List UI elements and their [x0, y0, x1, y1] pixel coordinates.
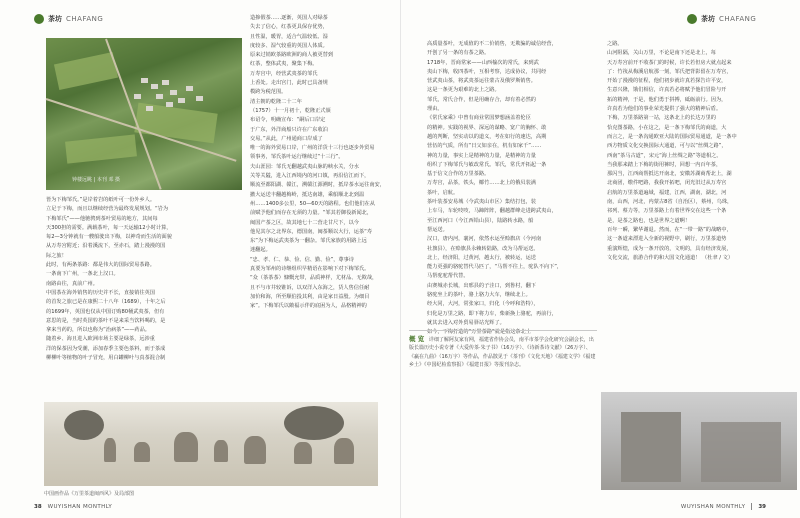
- text-line: 此时，有两条茶路：都是伟大的国际贸易茶路。: [46, 262, 155, 269]
- text-line: 万寿宫中，经营武夷茶的邹氏: [250, 70, 318, 77]
- section-title-en: CHAFANG: [719, 15, 757, 23]
- text-line: （1757）十一月初十，乾隆正式颁: [250, 107, 331, 114]
- text-line: 拿来当药的，所以也称为“治病茶”——药品。: [46, 327, 150, 334]
- aerial-village-photo: [46, 38, 242, 190]
- text-line: 万寿宫，品茶，铁头，椰竹……北上的俄贝装满: [427, 180, 536, 187]
- text-line: 骆驼坐上的茶叶，骆上骆力大车，继续北上。: [427, 292, 531, 299]
- footer-divider: [751, 503, 752, 510]
- text-line: 立足于下梅，而且以继续经营为最终发展规划。“岩为: [46, 206, 169, 213]
- text-line: 马帮驼驼帮代替。: [427, 273, 469, 280]
- text-line: 拓的精神，于是，他们勇于拼搏，砥砺前行。因为，: [607, 96, 727, 103]
- text-line: “众（茶茶茶）慷慨允带，品质神样，尤材品、无欺哉，: [250, 275, 378, 282]
- text-line: 上车马，车轮吱吱，马蹄阵阵，翻越群峰走进跨武夷山，: [427, 208, 557, 215]
- left-footer: [34, 504, 112, 510]
- old-gate-photo: [601, 392, 797, 490]
- text-line: 每2—3分钟就有一艘船驶出下梅，以神奇而生活的面貌: [46, 234, 172, 241]
- text-line: 高质量茶叶，无成值的不二价销售，无欺骗的诚信经营，: [427, 41, 557, 47]
- text-line: 文化交流，旅游合作的和大国文化通道！ （杜聿 / 文）: [607, 254, 734, 261]
- tea-road-painting-photo: [44, 402, 378, 486]
- text-line: 《常氏家乘》中曾有商业常国梦想涵盖着伦臣: [427, 115, 531, 122]
- text-line: 交易。”从此，广州通商口岸成了: [250, 135, 323, 142]
- text-line: 帮运送。: [427, 226, 448, 233]
- text-line: 夫山涯园：邹氏无翻越武夷山脉的峡水关，分水: [250, 163, 359, 170]
- section-title-en: CHAFANG: [66, 15, 104, 23]
- text-line: 北商团，缴件吧路，我我开拓吧，闭光旧过从万寿宫: [607, 180, 727, 187]
- text-line: 营伍的气质，所有“日父如亲在，机有如家千”……: [427, 143, 542, 150]
- text-line: 红茶，整体武夷，聚集下梅。: [250, 61, 318, 68]
- text-line: 开始了漫漫的征程，他们初步就许真若探告许平安，: [607, 78, 727, 85]
- text-line: 夷山下梅，收四茶叶，互相考察，达成协议，共同经: [427, 68, 547, 75]
- text-line: 恰克图茶路，小在这之，是一条下梅邹氏的商道，大: [607, 124, 727, 131]
- text-line: 洋的保茶因为受潮，添加春季主要色茶料，而于茶成: [46, 345, 166, 352]
- text-line: 营武夷山茶，将武夷茶运往蒙古及俄罗斯销售。: [427, 78, 536, 85]
- text-line: 皆为下梅邹氏。”是岸着岩的纸叶可一份外乡人。: [46, 197, 156, 203]
- section-header-right: [687, 14, 756, 24]
- profile-text: 详细了解阿友家有网，福建省作协会员，南平市茶学会化研究会副会长，出版长篇历史小说专著《大爱传茶·朱子书》（16万字）、《诗新茶诗文献》（26万字）、《赢在九曲》（16万字）等作品，作品散见于《茶刊》《文化天地》《福建文学》《福建乡土》《中国纪检监察报》《福建日报》等报刊杂志。: [409, 337, 596, 369]
- text-line: 北上，经济阳，过黄河，越太行，被转运，运送: [427, 254, 536, 261]
- text-line: 由赛城赤长城，出邢县的子洼口，到鲁村，翻下: [427, 282, 536, 289]
- text-line: 至江西河口（今江西铅山县），陆路转水路，船: [427, 217, 534, 224]
- text-line: 前赋予他们而存在无须的力量。“邹其若御役新闻北，: [250, 210, 373, 217]
- text-line: 之路。: [607, 41, 623, 47]
- text-line: 他见其尔之北界东，德国南，闽茶顺以大行，运茶“寿: [250, 228, 373, 235]
- text-line: 家”。下梅邹氏以敞福示伴的底困为人，品格精神的: [250, 303, 367, 310]
- text-line: 际之旅！: [46, 252, 67, 259]
- text-line: 且不与市井较锥诉，以双洋入东海之，货人售信任耐: [250, 284, 370, 291]
- text-line: 社旗县），在赊旗县永赖转陆路，改为马帮运送。: [427, 245, 539, 252]
- text-line: 模跨为税范围。: [250, 89, 287, 96]
- text-line: 生意兴隆，饿们相信，许真若必将赋予他们冒险与开: [607, 87, 727, 94]
- text-line: 关等关隘，进入江西境内的河口镇，再沿信江而下，: [250, 173, 370, 180]
- text-line: 汉口，唐内河，襄河，依然水运至赊旗店（今河南: [427, 236, 542, 243]
- text-line: 了：竹筏从梅溪启航那一刻，邹氏把背影留在万寿宫，: [607, 68, 732, 75]
- text-line: 开创了另一条的有茶之路。: [427, 50, 490, 57]
- text-line: “忠、孝、仁、恭、俭、信、勤、俭”，尊事诗: [250, 256, 354, 263]
- text-line: 闽国产茶之区，故其地七十二营走甘尺下，以今: [250, 219, 359, 226]
- text-line: 经大同，大河，常张家口，归化（今呼和浩特），: [427, 301, 539, 308]
- painting-caption: 中国画作品《万里茶道闽西风》及局部图: [44, 491, 135, 497]
- text-line: 失去了信心，红茶更具保存优势，: [250, 24, 328, 31]
- text-line: 领事务，邹氏茶叶运行继续过“十三行”。: [250, 154, 344, 161]
- text-line: 造掺假茶……逐渐，英国人对绿茶: [250, 15, 328, 21]
- text-line: 原来过销欧茶路欧洲的商人被更替到: [250, 52, 334, 59]
- text-line: 布诏令，明确宣布：“嗣后口岸定: [250, 117, 326, 124]
- text-line: 归化是万里之路，即下将力车，柴新换上骆驼，再前行，: [427, 310, 557, 317]
- text-line: 中国茶在海外销售的历史并不长，直接销往英国: [46, 289, 155, 296]
- page-number-right: 39: [758, 503, 766, 510]
- section-header-left: [34, 14, 103, 24]
- publication-name-right: WUYISHAN MONTHLY: [680, 503, 746, 510]
- text-line: 当我那来踏上下梅的街用裤时，回想一内百年茶，: [607, 161, 722, 168]
- text-line: 越的判断，坚实动以的道义，考在如行的速达，高期: [427, 133, 547, 140]
- text-line: 上香处。走出宫门，此时已具备规: [250, 80, 328, 87]
- text-line: 从万寿宫附近；沿着溪流下，至赤石，踏上漫漫的国: [46, 243, 166, 250]
- text-line: 就其去进入对外贸易驿站光辉了。: [427, 319, 505, 326]
- text-line: 能力更强的骆驼替代马匹了，“马帮不往上，驼队不向下”，: [427, 264, 563, 271]
- text-line: 许真若为他们的事业荣光提供了强大的精神后盾。: [607, 106, 722, 113]
- author-profile-box: [409, 330, 597, 370]
- text-line: 那闪当，江西商帮抵达开南北，安徽苏湖商帮北上，湖: [607, 171, 732, 178]
- section-title-cn: 茶坊: [48, 15, 62, 23]
- text-line: 而言之，是一条沟通欧亚大陆的国际贸易通道，是一条中: [607, 133, 737, 140]
- profile-label: 概 览: [409, 335, 425, 343]
- text-line: 于广东，外洋商船只许在广东收泊: [250, 126, 328, 133]
- text-line: 天300担的需要。满载茶叶，每一天运输12小时计算，: [46, 224, 172, 231]
- text-line: 茶叶装茶安易城（今武夷山市区）集结打包，装: [427, 199, 536, 206]
- text-line: 东”为下梅运武夷茶为一翻杂。邹氏家族的用路上远: [250, 238, 367, 245]
- text-line: 理由。: [427, 106, 443, 113]
- text-line: 南路由往，真前广州。: [46, 280, 98, 287]
- text-line: 下梅，万里茶路第一站，这条北上的长达万里的: [607, 115, 716, 122]
- left-column-1: [46, 196, 242, 400]
- publication-name-left: WUYISHAN MONTHLY: [47, 504, 113, 510]
- text-line: 山河阻隔，关山万里，不论是南下还是北上，每: [607, 50, 716, 57]
- text-line: 顺流至都阳湖、赣江，溯赣江源溯时，抵岸茶水运往南安，: [250, 182, 385, 189]
- right-column-1: [427, 40, 599, 336]
- text-line: 神的力量，事实上是精神的力量，是精神的力量: [427, 152, 536, 159]
- text-line: 组织了下梅邹氏与敏改常氏。邹氏，常氏开拓起一条: [427, 161, 547, 168]
- text-line: 下梅邹氏”——他驰骋到茶叶贸易的地方，其间每: [46, 215, 158, 222]
- leaf-logo-icon: [34, 14, 44, 24]
- text-line: 茶叶，启航。: [427, 189, 459, 196]
- section-title-cn: 茶坊: [701, 15, 715, 23]
- text-line: 百年一瞬，繁华谢退。然而，在“一带一路”的战略中，: [607, 226, 732, 233]
- text-line: 加价和海，所至顺伯投其利，由是家日益殷。为细目: [250, 293, 370, 300]
- text-line: 启航的万里茶道遍域，福建，江西，湖南，湖北，河: [607, 189, 727, 196]
- text-line: 真要为邹州的诗继组织早精语在影响下对下梅邹氏。: [250, 266, 370, 273]
- text-line: 西南“茶马古道”，宋元“海上丝绸之路”等道相之。: [607, 152, 722, 159]
- text-line: 一条南下广州，一条北上汉口。: [46, 271, 119, 278]
- text-line: 如今，下梅打造的“万里茶路”就是指这条北上: [427, 329, 531, 336]
- right-page: [400, 0, 800, 518]
- text-line: 意思的是，当时英国的茶叶不是来采当饮料喝的，是: [46, 317, 166, 324]
- text-line: 西方物质文化交换国际大通道，可与以“丝绸之路”，: [607, 143, 727, 150]
- text-line: 重演辉煌，成为一条开放的，文明的，具有经济发展，: [607, 245, 732, 252]
- text-line: 是，是茶之路也，也是世界之道啊！: [607, 217, 691, 224]
- text-line: 迷翻起。: [250, 247, 271, 254]
- text-line: 这是一条更为艰难的北上之路。: [427, 87, 500, 94]
- text-line: 天万寿宫前开不收茶门的时候，许长若但房大就点起来: [607, 59, 732, 66]
- text-line: 随着乡、海且进入欧洲市场主要是绿茶，远涉重: [46, 336, 155, 343]
- text-line: 柳柳叶等植物的叶子冒充，用白罐柳叶与真茶混合制: [46, 355, 166, 362]
- text-line: 的首发之旅已是在康熙二十八年（1689），十年之后: [46, 299, 166, 306]
- text-line: 基于信文合作的万里茶路。: [427, 171, 490, 178]
- text-line: 祁列、蔡力等，万里茶路上有着世界交在这些一个条: [607, 208, 727, 215]
- left-column-2: [250, 14, 386, 400]
- text-line: 清主朝的乾隆二十二年: [250, 98, 302, 105]
- page-number-left: 38: [34, 504, 42, 510]
- text-line: 1718年，晋商常家——山西榆次的常氏，来到武: [427, 59, 539, 66]
- leaf-logo-icon: [687, 14, 697, 24]
- text-line: 且性温，暖胃，适合气温较低、湿: [250, 33, 328, 40]
- text-line: 的1699年，英国也仅从中国订购80桶武夷茶，但有: [46, 308, 165, 315]
- text-line: 邹氏，常氏合作，但是用确存合，却有着必然的: [427, 96, 536, 103]
- text-line: 唯一的海外贸易口岸，广州的洋货十三行也逐步外贸易: [250, 145, 375, 152]
- text-line: 州……1400多公里，50—60天的路程。也们他们在从: [250, 200, 375, 207]
- right-column-2: [607, 40, 777, 388]
- text-line: 这一条道来漂进入全新的视野中，刷行，万里茶道势: [607, 236, 727, 243]
- text-line: 的精神。实践的视界、深远的谋略、宽广的胸怀、敢: [427, 124, 547, 131]
- aerial-photo-caption: 钟楼远眺 | 本刊 邓 摄: [72, 177, 121, 183]
- text-line: 度较多、湿气较重的英国人体质。: [250, 42, 328, 49]
- right-footer: [681, 503, 766, 510]
- text-line: 撤大运送丰翻越梅岭，抵达南雄，乘船顺北北到温: [250, 191, 365, 198]
- text-line: 南，山西，河北，内蒙古8省（自治区），蔡州，乌珠，: [607, 199, 733, 206]
